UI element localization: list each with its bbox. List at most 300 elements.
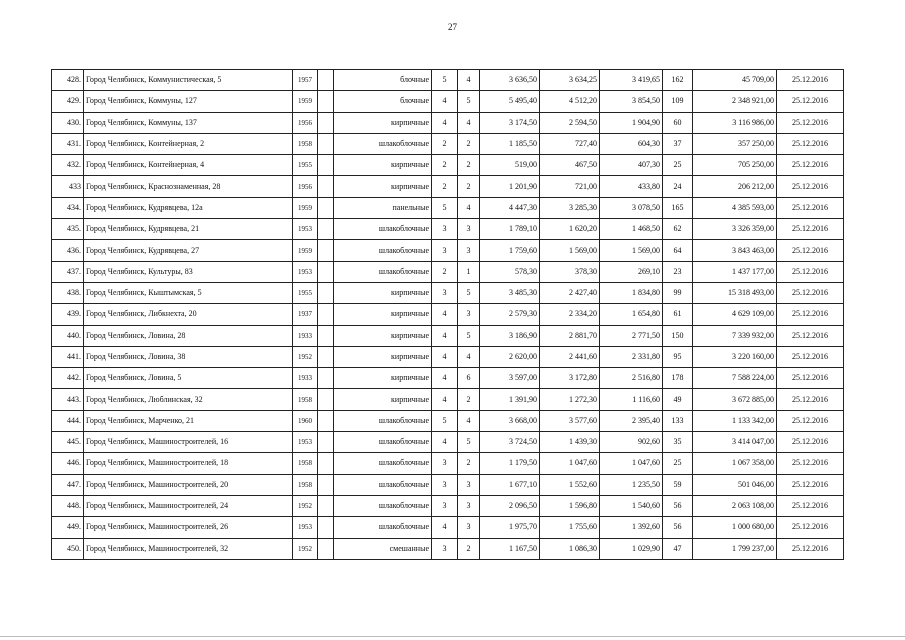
address-cell: Город Челябинск, Машиностроителей, 26: [84, 517, 293, 538]
floors-cell: 2: [432, 176, 458, 197]
living-area-cell: 3 634,25: [540, 70, 600, 91]
residents-cell: 56: [663, 495, 693, 516]
total-area-cell: 3 485,30: [480, 282, 540, 303]
year-cell: 1952: [293, 346, 318, 367]
date-cell: 25.12.2016: [777, 70, 844, 91]
living-area-cell: 1 755,60: [540, 517, 600, 538]
date-cell: 25.12.2016: [777, 112, 844, 133]
repair-cost-cell: 3 326 359,00: [693, 219, 777, 240]
date-cell: 25.12.2016: [777, 261, 844, 282]
empty-cell: [318, 346, 334, 367]
residential-area-cell: 1 540,60: [600, 495, 663, 516]
entrances-cell: 2: [458, 389, 480, 410]
year-cell: 1958: [293, 453, 318, 474]
residential-area-cell: 3 419,65: [600, 70, 663, 91]
repair-cost-cell: 3 672 885,00: [693, 389, 777, 410]
address-cell: Город Челябинск, Коммунистическая, 5: [84, 70, 293, 91]
entrances-cell: 3: [458, 219, 480, 240]
address-cell: Город Челябинск, Ловина, 5: [84, 368, 293, 389]
living-area-cell: 1 439,30: [540, 432, 600, 453]
row-number-cell: 428.: [52, 70, 84, 91]
address-cell: Город Челябинск, Марченко, 21: [84, 410, 293, 431]
year-cell: 1960: [293, 410, 318, 431]
date-cell: 25.12.2016: [777, 432, 844, 453]
address-cell: Город Челябинск, Ловина, 38: [84, 346, 293, 367]
empty-cell: [318, 219, 334, 240]
address-cell: Город Челябинск, Машиностроителей, 16: [84, 432, 293, 453]
row-number-cell: 432.: [52, 155, 84, 176]
empty-cell: [318, 133, 334, 154]
date-cell: 25.12.2016: [777, 304, 844, 325]
repair-cost-cell: 4 629 109,00: [693, 304, 777, 325]
entrances-cell: 3: [458, 517, 480, 538]
row-number-cell: 434.: [52, 197, 84, 218]
wall-material-cell: кирпичные: [334, 155, 432, 176]
row-number-cell: 429.: [52, 91, 84, 112]
empty-cell: [318, 261, 334, 282]
repair-cost-cell: 1 000 680,00: [693, 517, 777, 538]
wall-material-cell: кирпичные: [334, 389, 432, 410]
residents-cell: 59: [663, 474, 693, 495]
empty-cell: [318, 325, 334, 346]
empty-cell: [318, 453, 334, 474]
entrances-cell: 3: [458, 304, 480, 325]
residential-area-cell: 1 468,50: [600, 219, 663, 240]
total-area-cell: 1 759,60: [480, 240, 540, 261]
year-cell: 1957: [293, 70, 318, 91]
floors-cell: 4: [432, 389, 458, 410]
year-cell: 1953: [293, 219, 318, 240]
floors-cell: 5: [432, 70, 458, 91]
repair-cost-cell: 15 318 493,00: [693, 282, 777, 303]
residents-cell: 35: [663, 432, 693, 453]
residential-area-cell: 2 516,80: [600, 368, 663, 389]
row-number-cell: 435.: [52, 219, 84, 240]
living-area-cell: 2 881,70: [540, 325, 600, 346]
floors-cell: 4: [432, 304, 458, 325]
date-cell: 25.12.2016: [777, 197, 844, 218]
year-cell: 1958: [293, 474, 318, 495]
living-area-cell: 3 172,80: [540, 368, 600, 389]
residential-area-cell: 902,60: [600, 432, 663, 453]
date-cell: 25.12.2016: [777, 538, 844, 559]
address-cell: Город Челябинск, Машиностроителей, 32: [84, 538, 293, 559]
wall-material-cell: шлакоблочные: [334, 474, 432, 495]
entrances-cell: 3: [458, 474, 480, 495]
residential-area-cell: 1 392,60: [600, 517, 663, 538]
address-cell: Город Челябинск, Кыштымская, 5: [84, 282, 293, 303]
year-cell: 1933: [293, 368, 318, 389]
residential-area-cell: 3 854,50: [600, 91, 663, 112]
repair-cost-cell: 4 385 593,00: [693, 197, 777, 218]
empty-cell: [318, 474, 334, 495]
living-area-cell: 1 552,60: [540, 474, 600, 495]
empty-cell: [318, 410, 334, 431]
entrances-cell: 2: [458, 133, 480, 154]
total-area-cell: 3 186,90: [480, 325, 540, 346]
year-cell: 1956: [293, 112, 318, 133]
entrances-cell: 4: [458, 410, 480, 431]
date-cell: 25.12.2016: [777, 282, 844, 303]
total-area-cell: 1 201,90: [480, 176, 540, 197]
living-area-cell: 1 086,30: [540, 538, 600, 559]
living-area-cell: 727,40: [540, 133, 600, 154]
year-cell: 1953: [293, 261, 318, 282]
empty-cell: [318, 240, 334, 261]
total-area-cell: 578,30: [480, 261, 540, 282]
housing-registry-table: [51, 69, 844, 560]
total-area-cell: 1 975,70: [480, 517, 540, 538]
floors-cell: 3: [432, 538, 458, 559]
repair-cost-cell: 7 588 224,00: [693, 368, 777, 389]
date-cell: 25.12.2016: [777, 176, 844, 197]
year-cell: 1958: [293, 389, 318, 410]
address-cell: Город Челябинск, Краснознаменная, 28: [84, 176, 293, 197]
table-row: [52, 368, 844, 389]
repair-cost-cell: 1 799 237,00: [693, 538, 777, 559]
total-area-cell: 4 447,30: [480, 197, 540, 218]
total-area-cell: 1 391,90: [480, 389, 540, 410]
date-cell: 25.12.2016: [777, 91, 844, 112]
empty-cell: [318, 389, 334, 410]
total-area-cell: 3 597,00: [480, 368, 540, 389]
repair-cost-cell: 357 250,00: [693, 133, 777, 154]
floors-cell: 4: [432, 517, 458, 538]
address-cell: Город Челябинск, Ловина, 28: [84, 325, 293, 346]
total-area-cell: 1 179,50: [480, 453, 540, 474]
entrances-cell: 5: [458, 91, 480, 112]
residential-area-cell: 3 078,50: [600, 197, 663, 218]
table-row: [52, 495, 844, 516]
address-cell: Город Челябинск, Машиностроителей, 20: [84, 474, 293, 495]
repair-cost-cell: 3 843 463,00: [693, 240, 777, 261]
residents-cell: 49: [663, 389, 693, 410]
year-cell: 1959: [293, 197, 318, 218]
empty-cell: [318, 197, 334, 218]
table-row: [52, 197, 844, 218]
living-area-cell: 1 047,60: [540, 453, 600, 474]
total-area-cell: 5 495,40: [480, 91, 540, 112]
residents-cell: 178: [663, 368, 693, 389]
year-cell: 1955: [293, 155, 318, 176]
residential-area-cell: 407,30: [600, 155, 663, 176]
row-number-cell: 447.: [52, 474, 84, 495]
wall-material-cell: шлакоблочные: [334, 240, 432, 261]
total-area-cell: 2 620,00: [480, 346, 540, 367]
wall-material-cell: шлакоблочные: [334, 517, 432, 538]
entrances-cell: 4: [458, 346, 480, 367]
total-area-cell: 3 724,50: [480, 432, 540, 453]
table-row: [52, 219, 844, 240]
residents-cell: 133: [663, 410, 693, 431]
year-cell: 1933: [293, 325, 318, 346]
empty-cell: [318, 495, 334, 516]
year-cell: 1959: [293, 91, 318, 112]
wall-material-cell: смешанные: [334, 538, 432, 559]
residential-area-cell: 1 047,60: [600, 453, 663, 474]
date-cell: 25.12.2016: [777, 155, 844, 176]
floors-cell: 4: [432, 368, 458, 389]
repair-cost-cell: 45 709,00: [693, 70, 777, 91]
residents-cell: 47: [663, 538, 693, 559]
total-area-cell: 2 579,30: [480, 304, 540, 325]
wall-material-cell: шлакоблочные: [334, 410, 432, 431]
total-area-cell: 3 668,00: [480, 410, 540, 431]
floors-cell: 4: [432, 325, 458, 346]
date-cell: 25.12.2016: [777, 133, 844, 154]
living-area-cell: 4 512,20: [540, 91, 600, 112]
entrances-cell: 4: [458, 112, 480, 133]
floors-cell: 2: [432, 155, 458, 176]
entrances-cell: 2: [458, 538, 480, 559]
date-cell: 25.12.2016: [777, 453, 844, 474]
row-number-cell: 441.: [52, 346, 84, 367]
residents-cell: 165: [663, 197, 693, 218]
residents-cell: 150: [663, 325, 693, 346]
residents-cell: 37: [663, 133, 693, 154]
wall-material-cell: кирпичные: [334, 112, 432, 133]
wall-material-cell: кирпичные: [334, 325, 432, 346]
residential-area-cell: 1 834,80: [600, 282, 663, 303]
entrances-cell: 5: [458, 282, 480, 303]
entrances-cell: 3: [458, 240, 480, 261]
address-cell: Город Челябинск, Либкнехта, 20: [84, 304, 293, 325]
floors-cell: 4: [432, 91, 458, 112]
floors-cell: 5: [432, 410, 458, 431]
table-row: [52, 91, 844, 112]
empty-cell: [318, 155, 334, 176]
empty-cell: [318, 112, 334, 133]
year-cell: 1952: [293, 495, 318, 516]
table-row: [52, 538, 844, 559]
year-cell: 1959: [293, 240, 318, 261]
residential-area-cell: 2 331,80: [600, 346, 663, 367]
repair-cost-cell: 705 250,00: [693, 155, 777, 176]
total-area-cell: 3 174,50: [480, 112, 540, 133]
repair-cost-cell: 501 046,00: [693, 474, 777, 495]
date-cell: 25.12.2016: [777, 517, 844, 538]
date-cell: 25.12.2016: [777, 389, 844, 410]
living-area-cell: 1 620,20: [540, 219, 600, 240]
address-cell: Город Челябинск, Кудрявцева, 27: [84, 240, 293, 261]
table-row: [52, 389, 844, 410]
residents-cell: 61: [663, 304, 693, 325]
row-number-cell: 438.: [52, 282, 84, 303]
wall-material-cell: шлакоблочные: [334, 495, 432, 516]
row-number-cell: 442.: [52, 368, 84, 389]
wall-material-cell: кирпичные: [334, 346, 432, 367]
table-row: [52, 112, 844, 133]
address-cell: Город Челябинск, Машиностроителей, 24: [84, 495, 293, 516]
empty-cell: [318, 176, 334, 197]
row-number-cell: 437.: [52, 261, 84, 282]
residential-area-cell: 2 771,50: [600, 325, 663, 346]
repair-cost-cell: 3 116 986,00: [693, 112, 777, 133]
row-number-cell: 443.: [52, 389, 84, 410]
floors-cell: 3: [432, 474, 458, 495]
floors-cell: 2: [432, 133, 458, 154]
address-cell: Город Челябинск, Коммуны, 137: [84, 112, 293, 133]
row-number-cell: 449.: [52, 517, 84, 538]
total-area-cell: 1 789,10: [480, 219, 540, 240]
table-row: [52, 155, 844, 176]
year-cell: 1956: [293, 176, 318, 197]
living-area-cell: 2 427,40: [540, 282, 600, 303]
year-cell: 1953: [293, 432, 318, 453]
repair-cost-cell: 3 414 047,00: [693, 432, 777, 453]
residents-cell: 62: [663, 219, 693, 240]
row-number-cell: 445.: [52, 432, 84, 453]
living-area-cell: 378,30: [540, 261, 600, 282]
table-row: [52, 517, 844, 538]
date-cell: 25.12.2016: [777, 219, 844, 240]
table-row: [52, 282, 844, 303]
residential-area-cell: 269,10: [600, 261, 663, 282]
year-cell: 1953: [293, 517, 318, 538]
row-number-cell: 439.: [52, 304, 84, 325]
repair-cost-cell: 2 063 108,00: [693, 495, 777, 516]
date-cell: 25.12.2016: [777, 346, 844, 367]
year-cell: 1937: [293, 304, 318, 325]
floors-cell: 4: [432, 346, 458, 367]
residents-cell: 109: [663, 91, 693, 112]
total-area-cell: 519,00: [480, 155, 540, 176]
date-cell: 25.12.2016: [777, 474, 844, 495]
floors-cell: 3: [432, 282, 458, 303]
year-cell: 1952: [293, 538, 318, 559]
residents-cell: 162: [663, 70, 693, 91]
table-row: [52, 325, 844, 346]
living-area-cell: 1 596,80: [540, 495, 600, 516]
table-row: [52, 474, 844, 495]
entrances-cell: 2: [458, 453, 480, 474]
living-area-cell: 3 577,60: [540, 410, 600, 431]
wall-material-cell: блочные: [334, 70, 432, 91]
residents-cell: 95: [663, 346, 693, 367]
residents-cell: 99: [663, 282, 693, 303]
wall-material-cell: блочные: [334, 91, 432, 112]
residential-area-cell: 2 395,40: [600, 410, 663, 431]
entrances-cell: 1: [458, 261, 480, 282]
repair-cost-cell: 1 437 177,00: [693, 261, 777, 282]
total-area-cell: 1 167,50: [480, 538, 540, 559]
floors-cell: 2: [432, 261, 458, 282]
empty-cell: [318, 432, 334, 453]
repair-cost-cell: 1 067 358,00: [693, 453, 777, 474]
repair-cost-cell: 1 133 342,00: [693, 410, 777, 431]
residential-area-cell: 1 029,90: [600, 538, 663, 559]
year-cell: 1955: [293, 282, 318, 303]
table-row: [52, 453, 844, 474]
living-area-cell: 721,00: [540, 176, 600, 197]
entrances-cell: 5: [458, 432, 480, 453]
total-area-cell: 2 096,50: [480, 495, 540, 516]
date-cell: 25.12.2016: [777, 325, 844, 346]
residential-area-cell: 604,30: [600, 133, 663, 154]
address-cell: Город Челябинск, Кудрявцева, 21: [84, 219, 293, 240]
empty-cell: [318, 91, 334, 112]
table-row: [52, 304, 844, 325]
table-row: [52, 70, 844, 91]
row-number-cell: 431.: [52, 133, 84, 154]
empty-cell: [318, 282, 334, 303]
residential-area-cell: 1 116,60: [600, 389, 663, 410]
row-number-cell: 446.: [52, 453, 84, 474]
floors-cell: 3: [432, 453, 458, 474]
total-area-cell: 1 185,50: [480, 133, 540, 154]
residential-area-cell: 1 904,90: [600, 112, 663, 133]
wall-material-cell: шлакоблочные: [334, 432, 432, 453]
living-area-cell: 2 334,20: [540, 304, 600, 325]
residential-area-cell: 433,80: [600, 176, 663, 197]
date-cell: 25.12.2016: [777, 495, 844, 516]
total-area-cell: 1 677,10: [480, 474, 540, 495]
table-row: [52, 176, 844, 197]
residents-cell: 60: [663, 112, 693, 133]
repair-cost-cell: 206 212,00: [693, 176, 777, 197]
residents-cell: 64: [663, 240, 693, 261]
residents-cell: 25: [663, 453, 693, 474]
address-cell: Город Челябинск, Люблинская, 32: [84, 389, 293, 410]
entrances-cell: 4: [458, 70, 480, 91]
entrances-cell: 6: [458, 368, 480, 389]
living-area-cell: 1 569,00: [540, 240, 600, 261]
row-number-cell: 433: [52, 176, 84, 197]
wall-material-cell: кирпичные: [334, 368, 432, 389]
row-number-cell: 436.: [52, 240, 84, 261]
address-cell: Город Челябинск, Контейнерная, 4: [84, 155, 293, 176]
living-area-cell: 467,50: [540, 155, 600, 176]
page-number: 27: [448, 22, 457, 32]
wall-material-cell: кирпичные: [334, 176, 432, 197]
row-number-cell: 430.: [52, 112, 84, 133]
floors-cell: 4: [432, 112, 458, 133]
empty-cell: [318, 70, 334, 91]
year-cell: 1958: [293, 133, 318, 154]
living-area-cell: 2 594,50: [540, 112, 600, 133]
floors-cell: 3: [432, 219, 458, 240]
entrances-cell: 4: [458, 197, 480, 218]
table-row: [52, 346, 844, 367]
date-cell: 25.12.2016: [777, 410, 844, 431]
row-number-cell: 440.: [52, 325, 84, 346]
empty-cell: [318, 538, 334, 559]
table-body: [52, 70, 844, 560]
residential-area-cell: 1 569,00: [600, 240, 663, 261]
wall-material-cell: шлакоблочные: [334, 261, 432, 282]
floors-cell: 3: [432, 495, 458, 516]
repair-cost-cell: 7 339 932,00: [693, 325, 777, 346]
wall-material-cell: шлакоблочные: [334, 453, 432, 474]
repair-cost-cell: 2 348 921,00: [693, 91, 777, 112]
residents-cell: 25: [663, 155, 693, 176]
entrances-cell: 5: [458, 325, 480, 346]
table-row: [52, 432, 844, 453]
wall-material-cell: кирпичные: [334, 282, 432, 303]
empty-cell: [318, 304, 334, 325]
residential-area-cell: 1 654,80: [600, 304, 663, 325]
row-number-cell: 450.: [52, 538, 84, 559]
floors-cell: 3: [432, 240, 458, 261]
empty-cell: [318, 517, 334, 538]
address-cell: Город Челябинск, Машиностроителей, 18: [84, 453, 293, 474]
address-cell: Город Челябинск, Культуры, 83: [84, 261, 293, 282]
entrances-cell: 2: [458, 176, 480, 197]
table-row: [52, 133, 844, 154]
empty-cell: [318, 368, 334, 389]
total-area-cell: 3 636,50: [480, 70, 540, 91]
living-area-cell: 3 285,30: [540, 197, 600, 218]
